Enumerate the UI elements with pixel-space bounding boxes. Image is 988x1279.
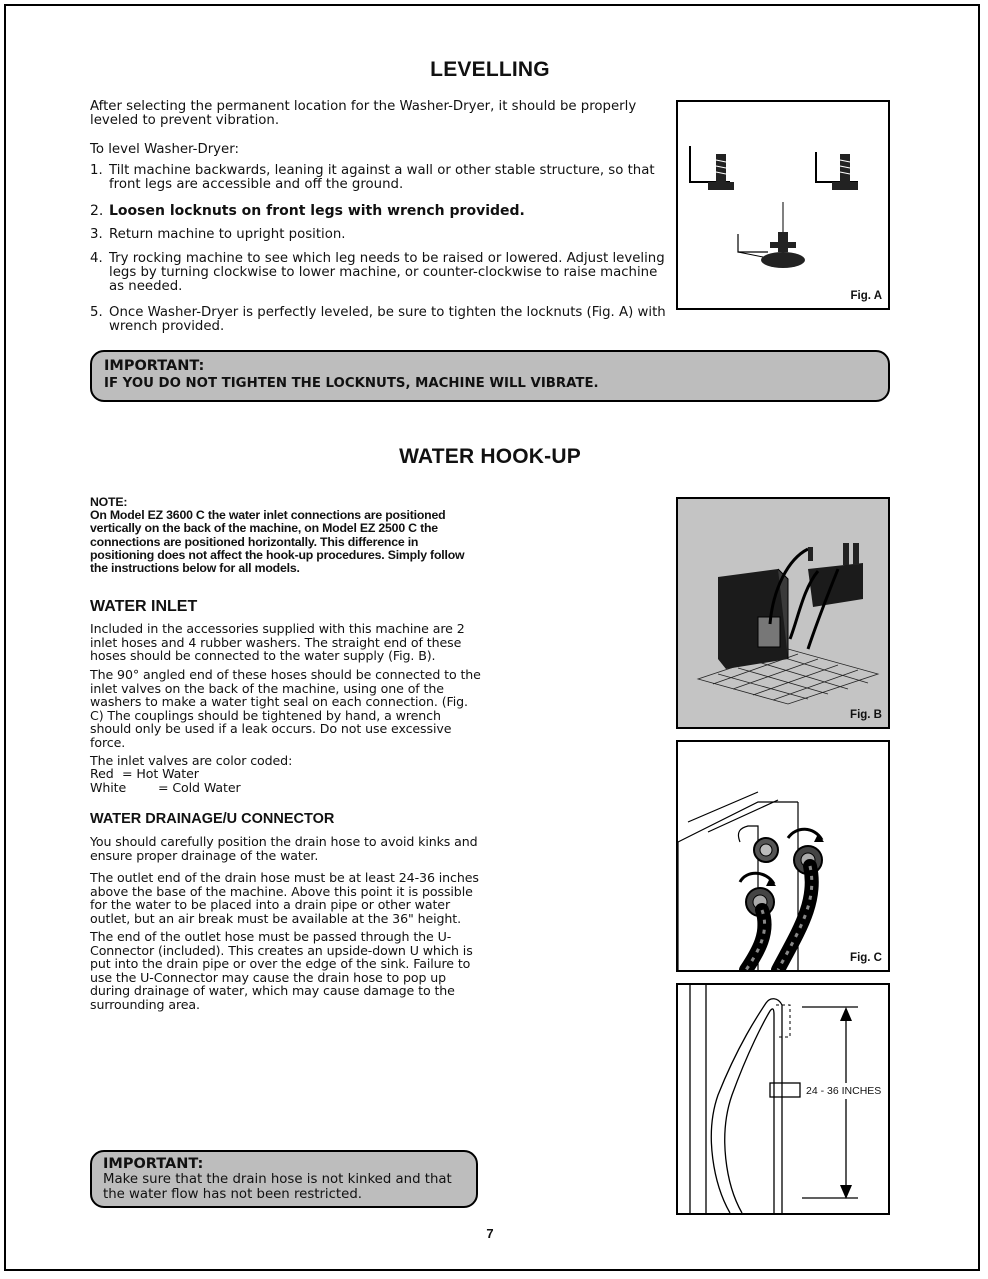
levelling-intro: After selecting the permanent location for the Washer-Dryer, it should be properly leveled to prevent vibration. [90, 99, 637, 128]
drain-height-label: 24 - 36 INCHES [806, 1085, 882, 1097]
levelling-step: 2. Loosen locknuts on front legs with wrench provided. [90, 203, 525, 219]
figure-c [676, 740, 890, 972]
inlet-hoses-illustration [678, 499, 888, 727]
water-inlet-p3: The inlet valves are color coded: [90, 753, 293, 768]
drainage-title: WATER DRAINAGE/U CONNECTOR [90, 811, 335, 827]
color-white-value: = Cold Water [158, 780, 241, 795]
water-inlet-p1: Included in the accessories supplied with this machine are 2 inlet hoses and 4 rubber washers. The straight end of these hoses should be connected to the water supply (Fig. B). [90, 621, 465, 664]
color-white: White [90, 780, 127, 795]
important-box-drainage [90, 1150, 478, 1208]
levelling-step: 5. Once Washer-Dryer is perfectly leveled, be sure to tighten the locknuts (Fig. A) with wrench provided. [90, 305, 666, 334]
fig-b-label: Fig. B [850, 709, 882, 721]
water-inlet-p2: The 90° angled end of these hoses should be connected to the inlet valves on the back of the machine, using one of the washers to make a water tight seal on each connection. (Fig. C) The couplings should be tightened by hand, a wrench should only be used if a leak occurs. Do not use excessive force. [90, 667, 481, 750]
important-title: IMPORTANT: [104, 358, 205, 374]
levelling-step: 3. Return machine to upright position. [90, 227, 346, 242]
figure-drain-height [676, 983, 890, 1215]
levelling-legs-illustration [678, 102, 888, 308]
inlet-valves-closeup-illustration [678, 742, 888, 970]
important-box-levelling [90, 350, 890, 402]
page-number: 7 [486, 1226, 494, 1241]
figure-a [676, 100, 890, 310]
drainage-p2: The outlet end of the drain hose must be at least 24-36 inches above the base of the machine. Above this point it is possible for the water to be placed into a drain pipe or other water outlet, but an air break must be available at the 36" height. [90, 870, 479, 926]
water-inlet-title: WATER INLET [90, 598, 198, 615]
water-hookup-title: WATER HOOK-UP [399, 445, 581, 468]
drainage-p1: You should carefully position the drain hose to avoid kinks and ensure proper drainage of the water. [90, 834, 478, 863]
levelling-step: 4. Try rocking machine to see which leg needs to be raised or lowered. Adjust leveling legs by turning clockwise to lower machine, or counter-clockwise to raise machine as needed. [90, 251, 665, 294]
note-label: NOTE: [90, 495, 128, 509]
important-text: Make sure that the drain hose is not kinked and that the water flow has not been restricted. [103, 1172, 452, 1202]
color-red-value: = Hot Water [122, 766, 199, 781]
important-text: IF YOU DO NOT TIGHTEN THE LOCKNUTS, MACHINE WILL VIBRATE. [104, 376, 599, 391]
drain-hose-height-illustration [678, 985, 888, 1213]
drainage-p3: The end of the outlet hose must be passed through the U-Connector (included). This creates an upside-down U which is put into the drain pipe or over the edge of the sink. Failure to use the U-Connector may cause the drain hose to pop up during drainage of water, which may cause damage to the surrounding area. [90, 929, 473, 1012]
levelling-step: 1. Tilt machine backwards, leaning it against a wall or other stable structure, so that front legs are accessible and off the ground. [90, 163, 655, 192]
levelling-title: LEVELLING [430, 58, 550, 81]
fig-c-label: Fig. C [850, 952, 882, 964]
fig-a-label: Fig. A [850, 290, 882, 302]
note-text: On Model EZ 3600 C the water inlet connections are positioned vertically on the back of the machine, on Model EZ 2500 C the connections are positioned horizontally. This difference in positioning does not affect the hook-up procedures. Simply follow the instructions below for all models. [90, 508, 465, 576]
color-red: Red [90, 766, 114, 781]
figure-b [676, 497, 890, 729]
levelling-to-level: To level Washer-Dryer: [90, 142, 239, 157]
important-title: IMPORTANT: [103, 1156, 204, 1172]
